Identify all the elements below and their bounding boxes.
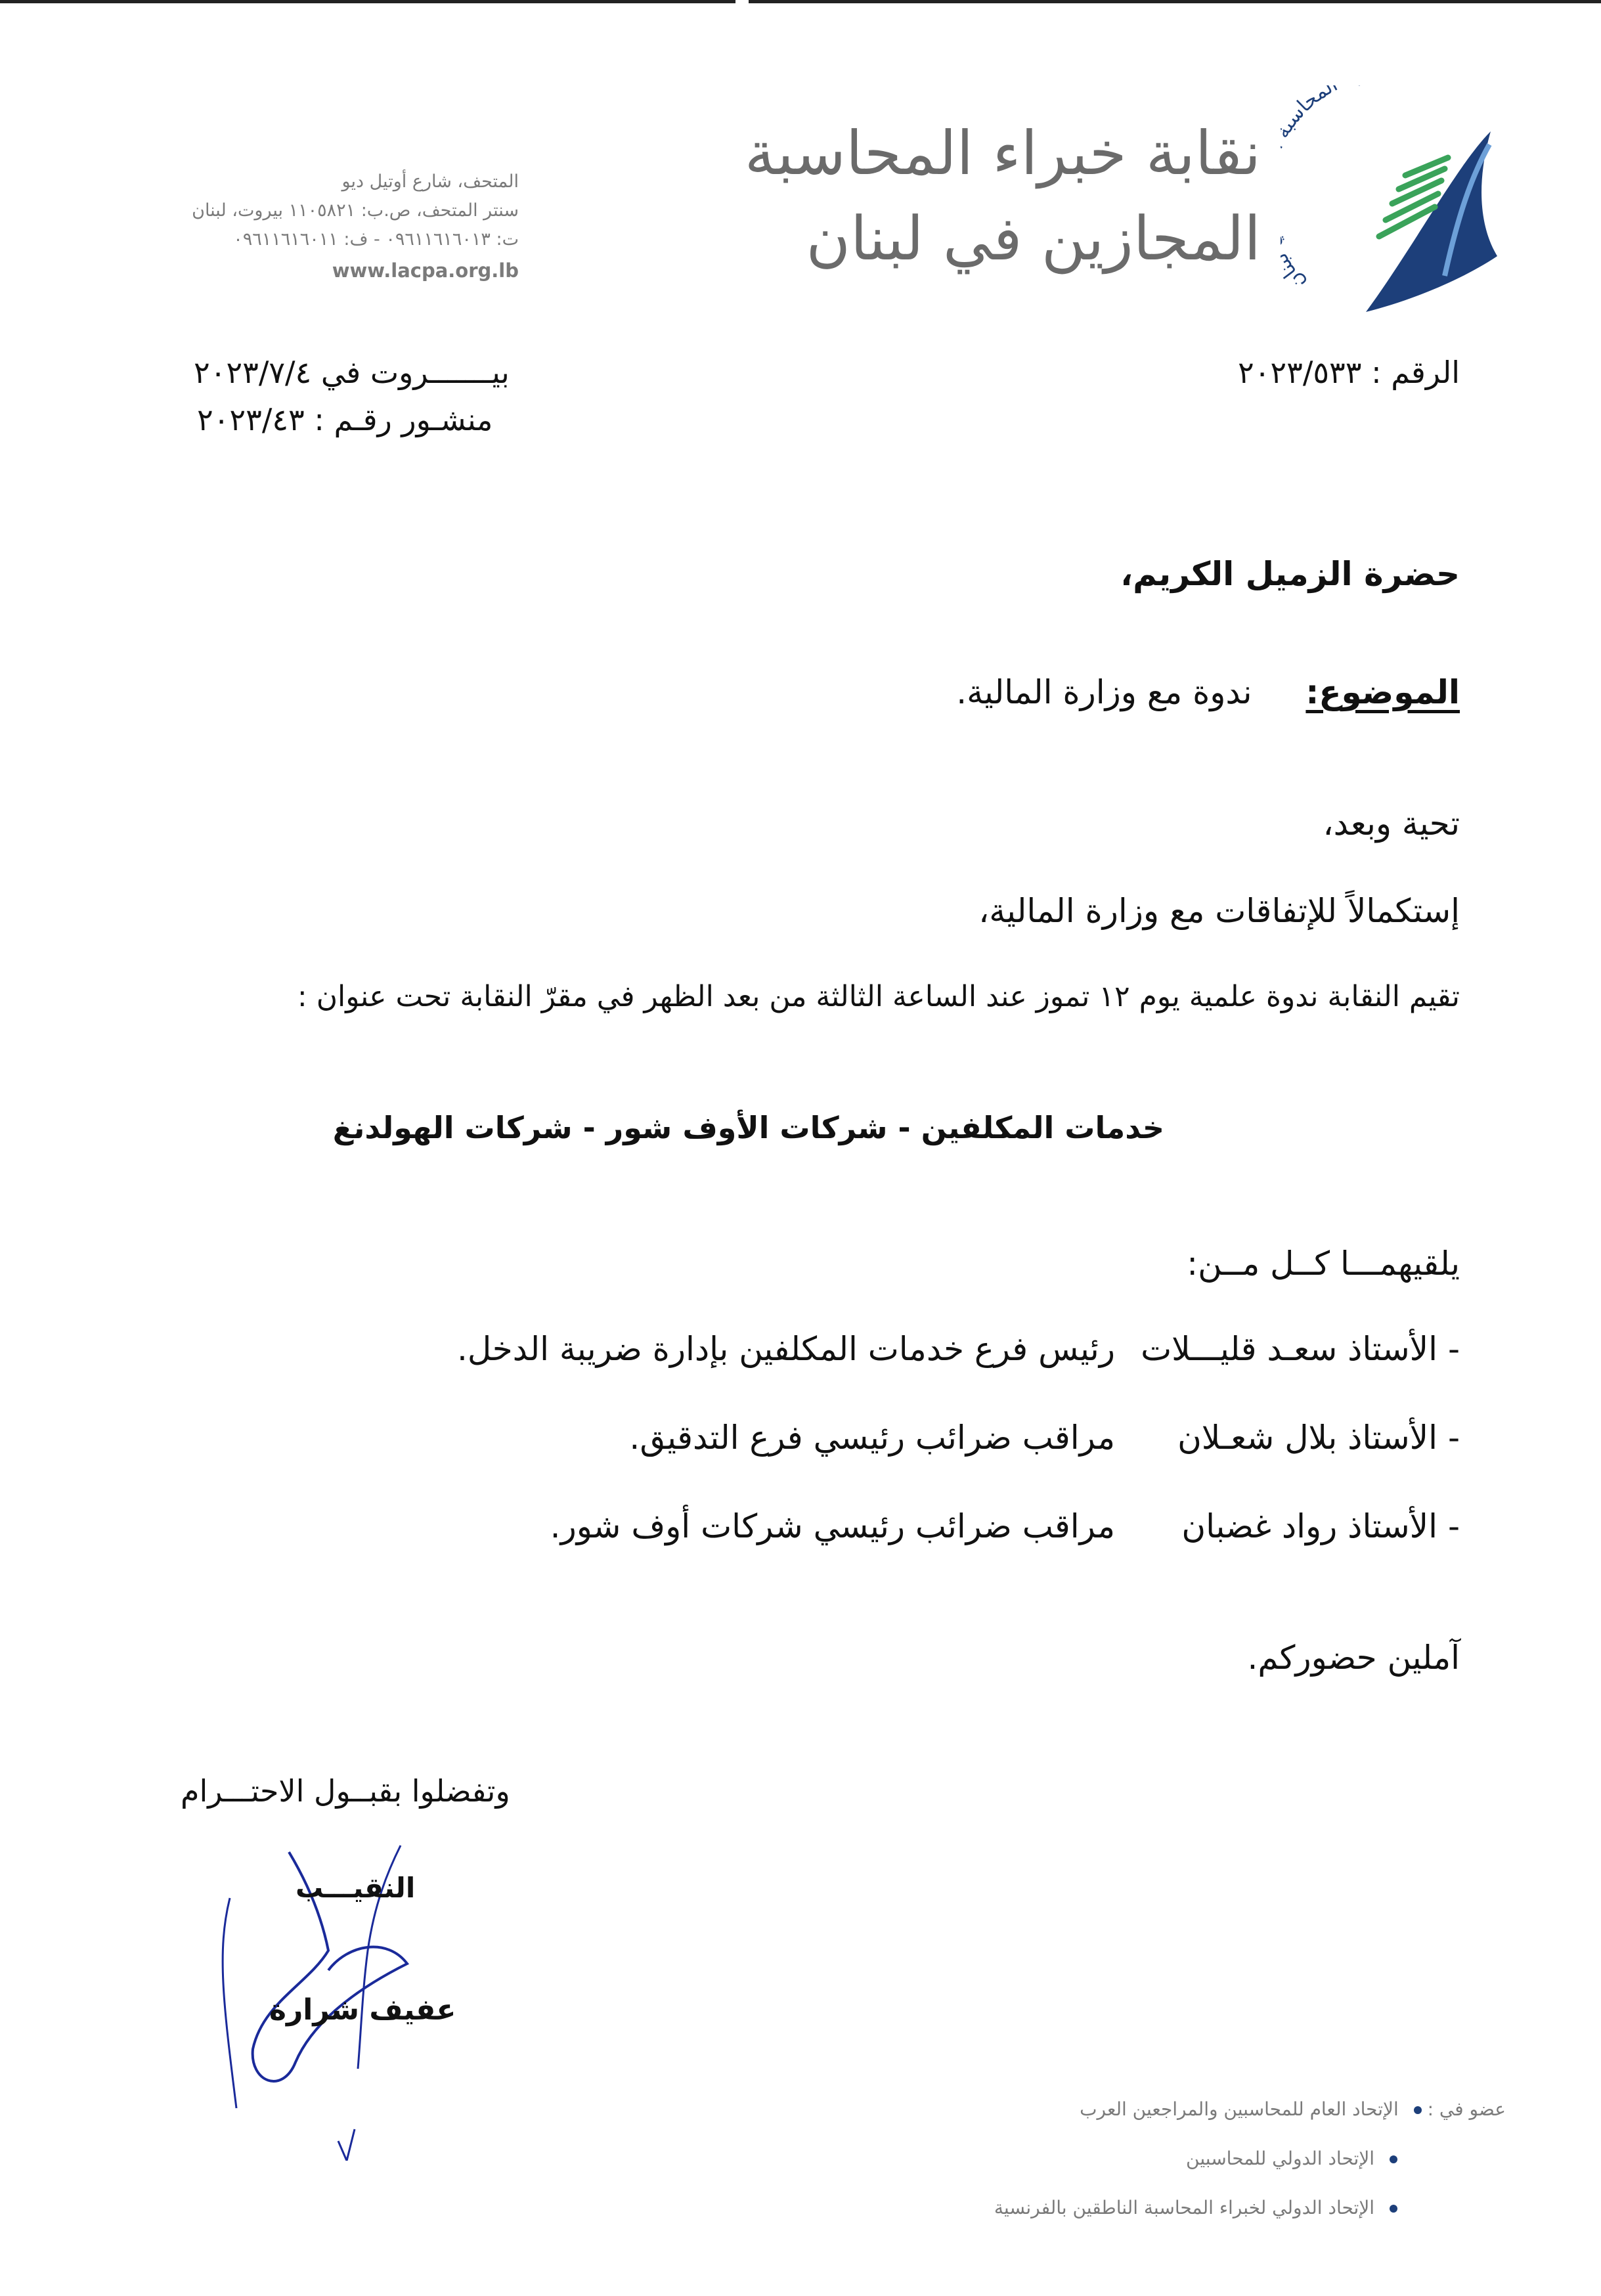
subject-line xyxy=(956,673,1460,711)
speaker-3-name: - الأستاذ رواد غضبان xyxy=(1181,1507,1460,1545)
top-rule-right xyxy=(749,0,1601,3)
speaker-2-role: مراقب ضرائب رئيسي فرع التدقيق. xyxy=(629,1419,1115,1457)
date-line: بيـــــــروت في ٢٠٢٣/٧/٤ xyxy=(194,355,510,390)
membership-3-text: الإتحاد الدولي لخبراء المحاسبة الناطقين بالفرنسية xyxy=(994,2197,1375,2219)
greeting: تحية وبعد، xyxy=(1323,805,1460,843)
website-link[interactable]: www.lacpa.org.lb xyxy=(332,259,519,282)
address-line-2: سنتر المتحف، ص.ب: ١١٠٥٨٢١ بيروت، لبنان xyxy=(192,200,519,221)
membership-1 xyxy=(1080,2098,1506,2120)
org-logo xyxy=(1281,85,1524,322)
letterhead xyxy=(744,79,1524,328)
ref-number xyxy=(1238,355,1460,390)
logo-ring-text: لمحاس ان xyxy=(1281,85,1337,295)
closing-hope: آملين حضوركم. xyxy=(1247,1639,1460,1677)
paragraph-1: إستكمالاً للإتفاقات مع وزارة المالية، xyxy=(978,892,1460,930)
signer-title: النقيـــب xyxy=(296,1872,416,1904)
subject-text: ندوة مع وزارة المالية. xyxy=(956,673,1252,711)
subject-label: الموضوع: xyxy=(1305,673,1460,711)
membership-2-text: الإتحاد الدولي للمحاسبين xyxy=(1186,2148,1375,2169)
paragraph-2: تقيم النقابة ندوة علمية يوم ١٢ تموز عند الساعة الثالثة من بعد الظهر في مقرّ النقابة تحت عنوان : xyxy=(297,980,1460,1013)
org-name-line2: المجازين في لبنان xyxy=(806,204,1261,274)
sail-logo-icon xyxy=(1281,85,1524,322)
bullet-icon xyxy=(1414,2106,1422,2114)
ref-value: ٢٠٢٣/٥٣٣ xyxy=(1238,355,1362,390)
top-rule-left xyxy=(0,0,735,3)
ref-label: الرقم : xyxy=(1371,355,1460,390)
circular-number: منشـور رقـم : ٢٠٢٣/٤٣ xyxy=(197,402,493,437)
seminar-title: خدمات المكلفين - شركات الأوف شور - شركات الهولدنغ xyxy=(332,1110,1164,1145)
org-name-line1: نقابة خبراء المحاسبة xyxy=(744,118,1261,188)
speakers-intro: يلقيهمـــا كــل مــن: xyxy=(1187,1245,1460,1283)
speaker-1-name: - الأستاذ سعـد قليـــلات xyxy=(1141,1330,1460,1368)
signer-name: عفيف شرارة xyxy=(269,1993,456,2027)
address-line-3: ت: ٠٩٦١١٦١٦٠١٣ - ف: ٠٩٦١١٦١٦٠١١ xyxy=(233,229,519,250)
membership-3 xyxy=(994,2197,1397,2219)
salutation: حضرة الزميل الكريم، xyxy=(1120,555,1460,593)
speaker-1-role: رئيس فرع خدمات المكلفين بإدارة ضريبة الدخل. xyxy=(456,1330,1115,1368)
bullet-icon xyxy=(1390,2205,1397,2213)
membership-2 xyxy=(1186,2148,1397,2169)
bullet-icon xyxy=(1390,2155,1397,2163)
speaker-2-name: - الأستاذ بلال شعـلان xyxy=(1177,1419,1460,1457)
closing-respect: وتفضلوا بقبــول الاحتـــرام xyxy=(181,1773,510,1809)
speaker-3-role: مراقب ضرائب رئيسي شركات أوف شور. xyxy=(550,1507,1115,1545)
membership-1-text: الإتحاد العام للمحاسبين والمراجعين العرب xyxy=(1080,2098,1399,2120)
address-block xyxy=(99,167,519,287)
member-label: عضو في : xyxy=(1427,2098,1506,2120)
address-line-1: المتحف، شارع أوتيل ديو xyxy=(341,171,519,192)
